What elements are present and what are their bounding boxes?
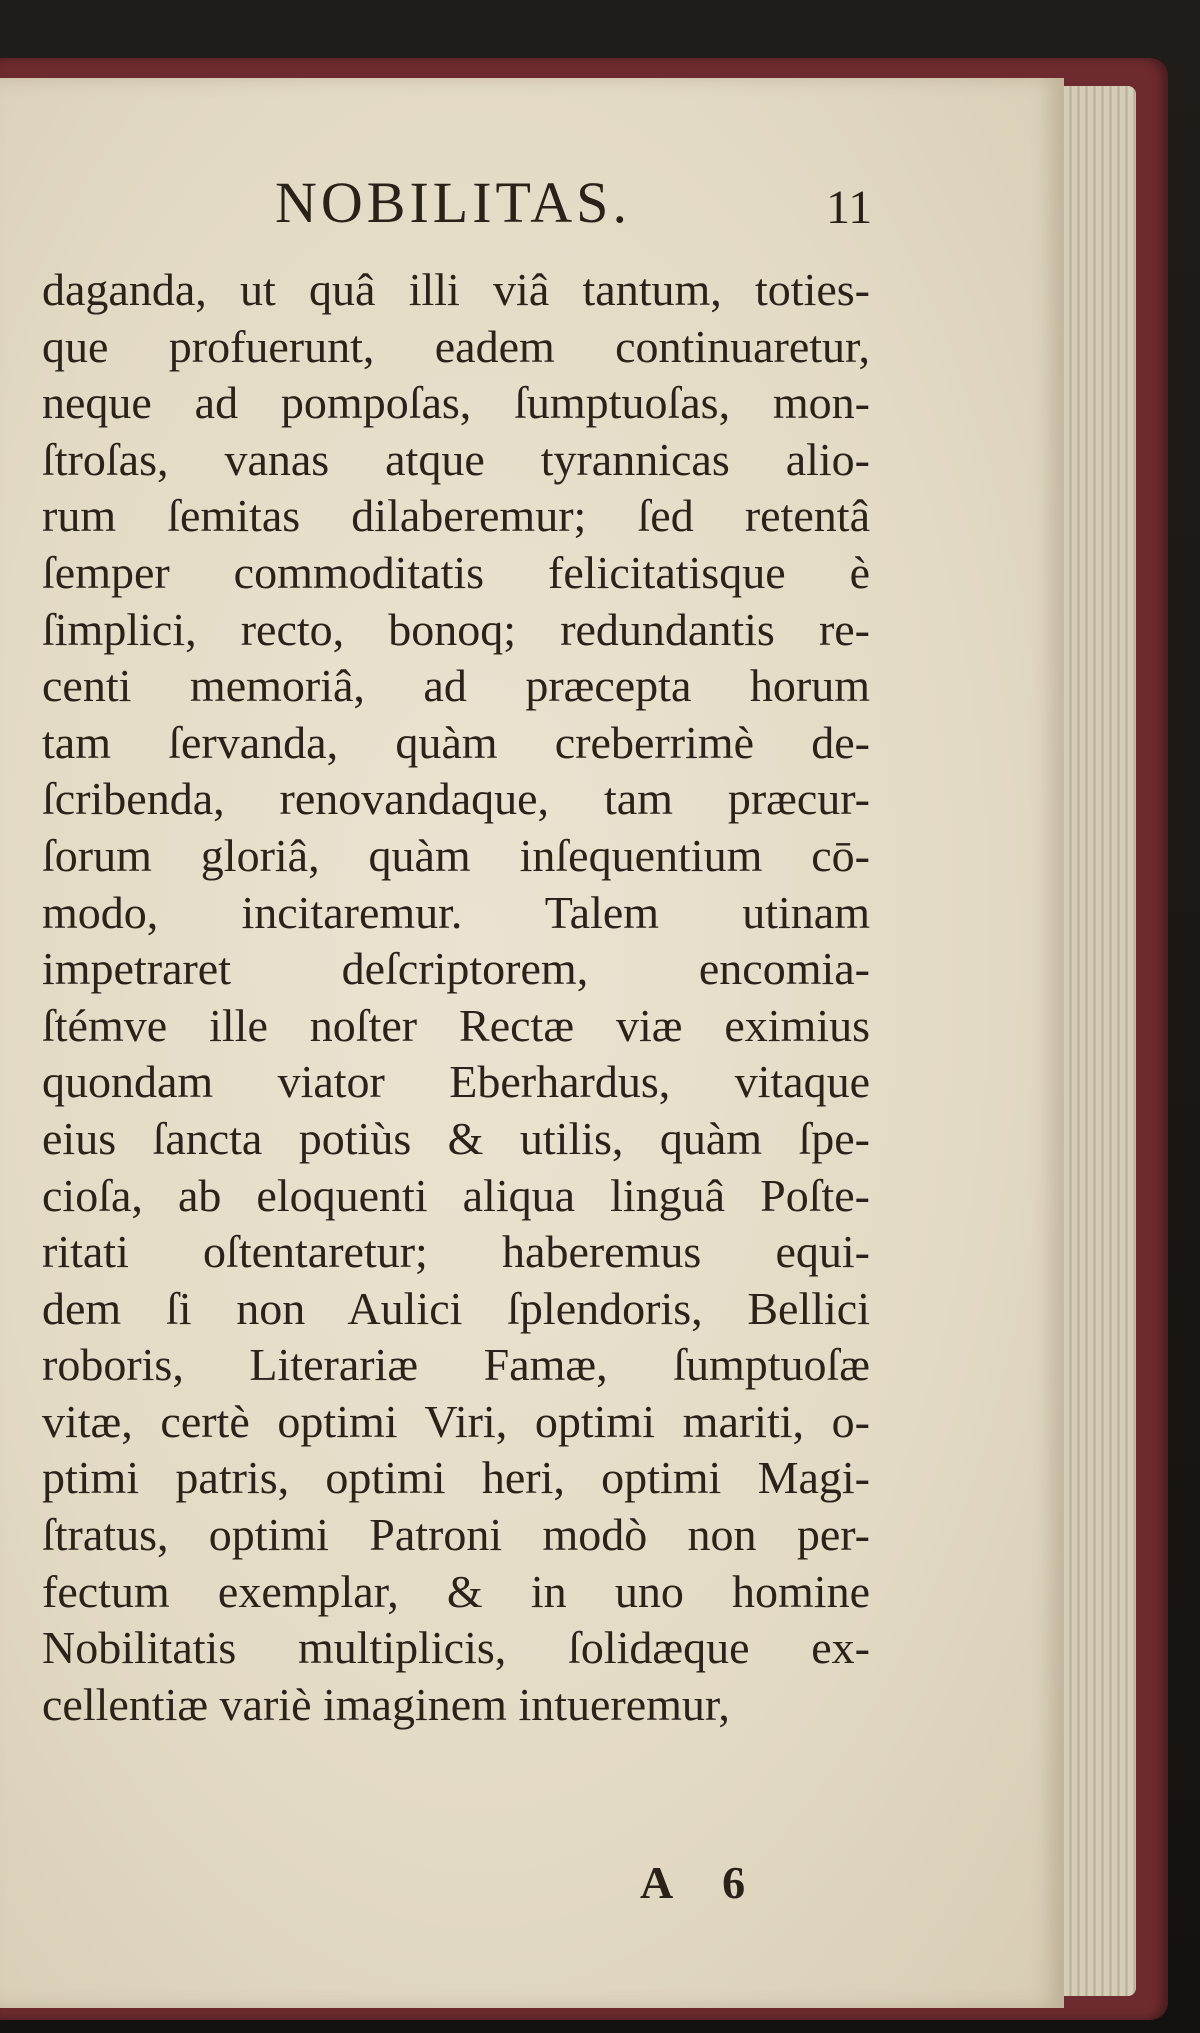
text-line: neque ad pompoſas, ſumptuoſas, mon- (42, 377, 870, 429)
text-line: ſorum gloriâ, quàm inſequentium cō- (42, 829, 870, 881)
text-line: eius ſancta potiùs & utilis, quàm ſpe- (42, 1112, 870, 1164)
text-line: que profuerunt, eadem continuaretur, (42, 320, 870, 372)
text-line: daganda, ut quâ illi viâ tantum, toties- (42, 264, 870, 315)
text-line: rum ſemitas dilaberemur; ſed retentâ (42, 490, 870, 542)
text-line: ſtratus, optimi Patroni modò non per- (42, 1509, 870, 1561)
book-page (0, 78, 1064, 2008)
signature-mark: A 6 (640, 1857, 766, 1908)
text-line: cioſa, ab eloquenti aliqua linguâ Poſte- (42, 1169, 870, 1221)
text-line: dem ſi non Aulici ſplendoris, Bellici (42, 1282, 870, 1334)
text-line: fectum exemplar, & in uno homine (42, 1565, 870, 1617)
text-line: Nobilitatis multiplicis, ſolidæque ex- (42, 1622, 870, 1674)
text-line: cellentiæ variè imaginem intueremur, (42, 1678, 730, 1730)
text-line: modo, incitaremur. Talem utinam (42, 886, 870, 938)
running-title: NOBILITAS. (275, 170, 631, 235)
text-line: ritati oſtentaretur; haberemus equi- (42, 1226, 870, 1278)
text-line: impetraret deſcriptorem, encomia- (42, 943, 870, 995)
text-line: ſemper commoditatis felicitatisque è (42, 546, 870, 598)
text-line: centi memoriâ, ad præcepta horum (42, 660, 870, 712)
text-line: ſtémve ille noſter Rectæ viæ eximius (42, 999, 870, 1051)
text-line: vitæ, certè optimi Viri, optimi mariti, o- (42, 1395, 870, 1447)
text-line: ſcribenda, renovandaque, tam præcur- (42, 773, 870, 825)
text-line: roboris, Literariæ Famæ, ſumptuoſæ (42, 1339, 870, 1391)
text-line: tam ſervanda, quàm creberrimè de- (42, 716, 870, 768)
text-line: ſimplici, recto, bonoq; redundantis re- (42, 603, 870, 655)
text-line: ptimi patris, optimi heri, optimi Magi- (42, 1452, 870, 1504)
text-block (42, 262, 870, 1733)
page-number: 11 (826, 181, 873, 234)
text-line: quondam viator Eberhardus, vitaque (42, 1056, 870, 1108)
page-header (0, 153, 1064, 253)
text-line: ſtroſas, vanas atque tyrannicas alio- (42, 433, 870, 485)
